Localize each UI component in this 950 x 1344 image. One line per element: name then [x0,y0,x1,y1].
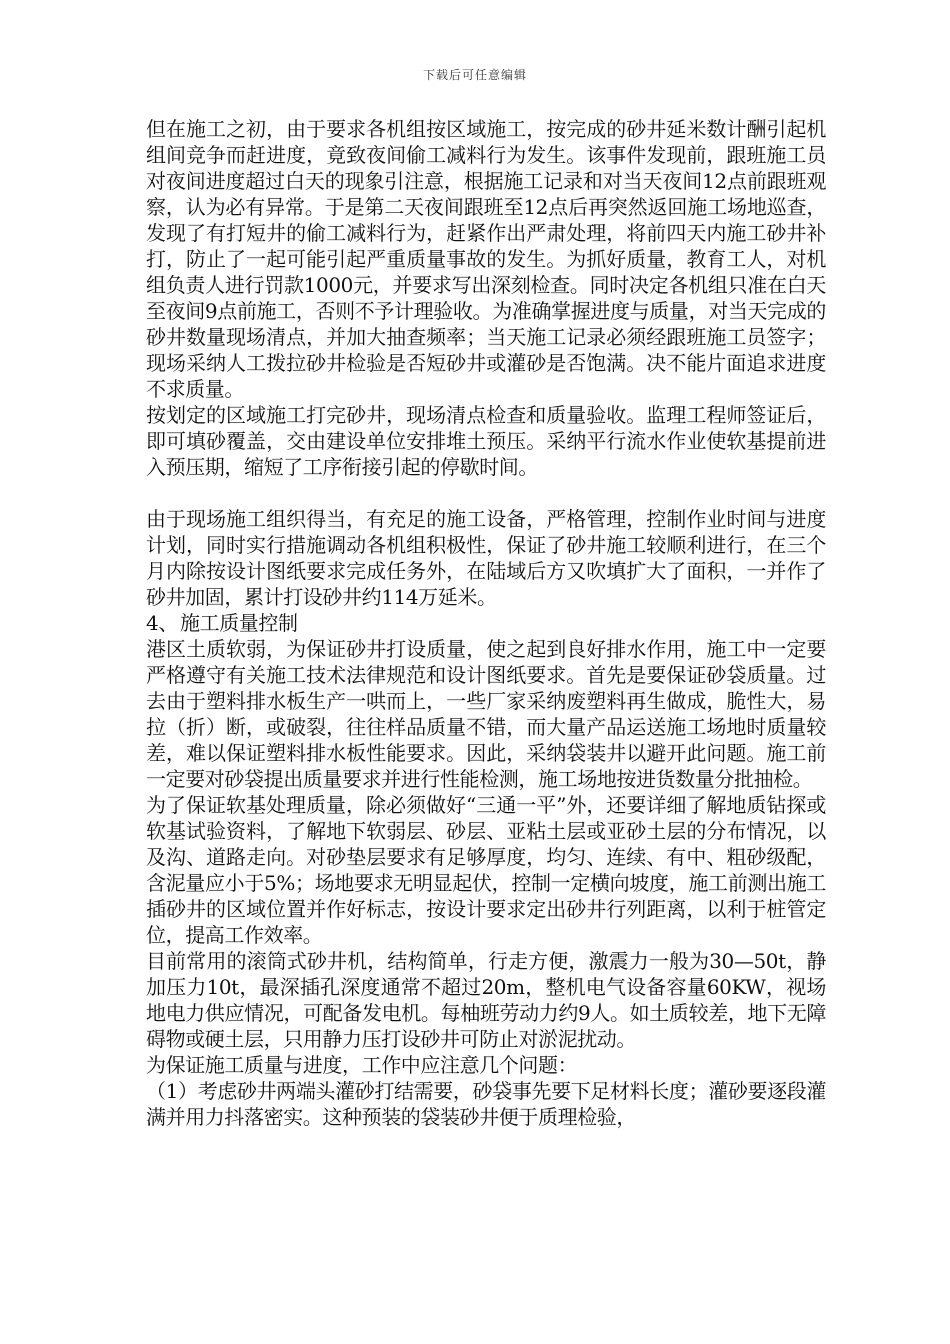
section-number: 4、 [146,611,178,635]
paragraph-sandbag-quality: 港区土质软弱，为保证砂井打设质量，使之起到良好排水作用，施工中一定要严格遵守有关施工技术法律规范和设计图纸要求。首先是要保证砂袋质量。过去由于塑料排水板生产一哄而上，一些厂家采纳废塑料再生做成，脆性大，易拉（折）断，或破裂，往往样品质量不错，而大量产品运送施工场地时质量较差，难以保证塑料排水板性能要求。因此，采纳袋装井以避开此问题。施工前一定要对砂袋提出质量要求并进行性能检测，施工场地按进货数量分批抽检。 [146,637,826,791]
paragraph-attention-intro: 为保证施工质量与进度，工作中应注意几个问题： [146,1053,578,1077]
page-header: 下载后可任意编辑 [422,68,527,82]
paragraph-progress-summary: 由于现场施工组织得当，有充足的施工设备，严格管理，控制作业时间与进度计划，同时实行措施调动各机组积极性，保证了砂井施工较顺利进行，在三个月内除按设计图纸要求完成任务外，在陆域后方又吹填扩大了面积，一并作了砂井加固，累计打设砂井约114万延米。 [146,507,826,609]
paragraph-soft-foundation: 为了保证软基处理质量，除必须做好“三通一平”外，还要详细了解地质钻探或软基试验资料，了解地下软弱层、砂层、亚粘土层或亚砂土层的分布情况，以及沟、道路走向。对砂垫层要求有足够厚度，均匀、连续、有中、粗砂级配，含泥量应小于5%；场地要求无明显起伏，控制一定横向坡度，施工前测出施工插砂井的区域位置并作好标志，按设计要求定出砂井行列距离，以利于桩管定位，提高工作效率。 [146,793,826,947]
paragraph-construction-issue: 但在施工之初，由于要求各机组按区域施工，按完成的砂井延米数计酬引起机组间竞争而赶进度，竟致夜间偷工减料行为发生。该事件发现前，跟班施工员对夜间进度超过白天的现象引注意，根据施工记录和对当天夜间12点前跟班观察，认为必有异常。于是第二天夜间跟班至12点后再突然返回施工场地巡查，发现了有打短井的偷工减料行为，赶紧作出严肃处理，将前四天内施工砂井补打，防止了一起可能引起严重质量事故的发生。为抓好质量，教育工人，对机组负责人进行罚款1000元，并要求写出深刻检查。同时决定各机组只准在白天至夜间9点前施工，否则不予计理验收。为准确掌握进度与质量，对当天完成的砂井数量现场清点，并加大抽查频率；当天施工记录必须经跟班施工员签字；现场采纳人工拨拉砂井检验是否短砂井或灌砂是否饱满。决不能片面追求进度不求质量。 [146,117,826,401]
paragraph-item-1: （1）考虑砂井两端头灌砂打结需要，砂袋事先要下足材料长度；灌砂要逐段灌满并用力抖落密实。这种预装的袋装砂井便于质理检验， [146,1079,826,1129]
section-heading [146,610,826,636]
paragraph-zone-acceptance: 按划定的区域施工打完砂井，现场清点检查和质量验收。监理工程师签证后，即可填砂覆盖，交由建设单位安排堆土预压。采纳平行流水作业使软基提前进入预压期，缩短了工序衔接引起的停歇时间。 [146,403,826,479]
paragraph-equipment: 目前常用的滚筒式砂井机，结构简单，行走方便，激震力一般为30—50t，静加压力10t，最深插孔深度通常不超过20m，整机电气设备容量60KW，视场地电力供应情况，可配备发电机。每柚班劳动力约9人。如土质较差，地下无障碍物或硬土层，只用静力压打设砂井可防止对淤泥扰动。 [146,949,826,1051]
section-title: 施工质量控制 [180,611,298,635]
document-body [146,116,826,1130]
